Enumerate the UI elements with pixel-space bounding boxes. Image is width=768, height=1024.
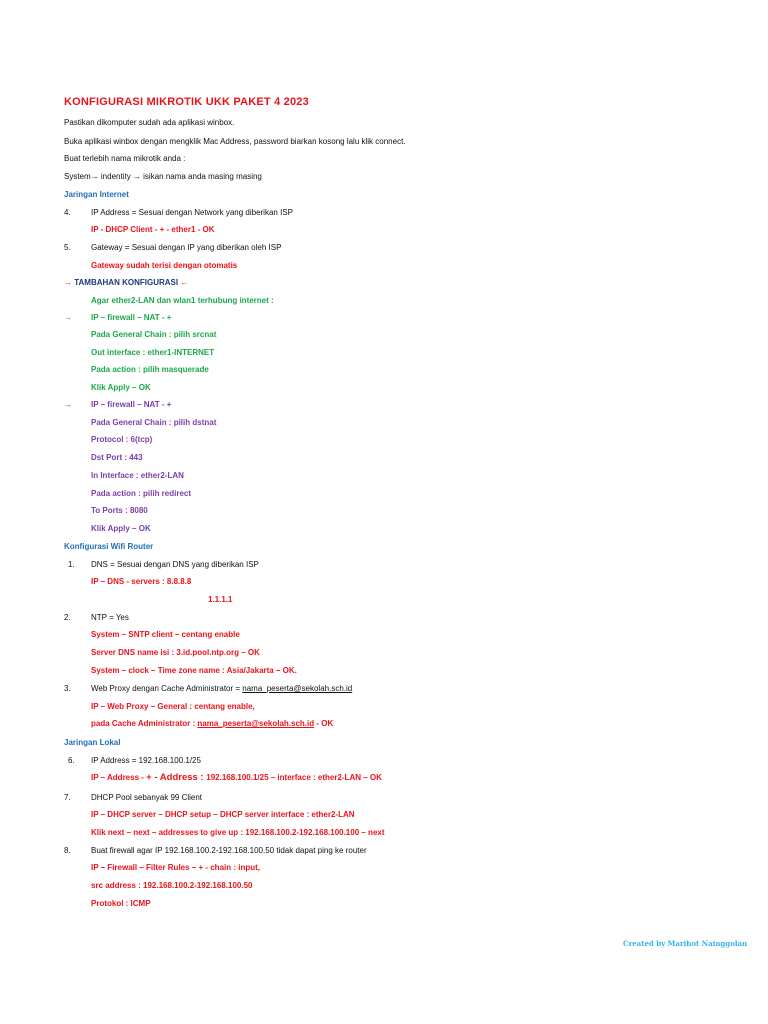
step-part: + - Address : <box>146 772 207 783</box>
step-dhcp-server: Klik next – next – addresses to give up : 192.168.100.2-192.168.100.100 – next <box>91 828 385 837</box>
nat2-step: In Interface : ether2-LAN <box>91 471 184 480</box>
list-text: Gateway = Sesuai dengan IP yang diberikan oleh ISP <box>91 243 282 252</box>
email-link[interactable]: nama_peserta@sekolah.sch.id <box>242 684 353 693</box>
step-dns-servers: IP – DNS - servers : 8.8.8.8 <box>91 577 192 586</box>
email-link[interactable]: nama_peserta@sekolah.sch.id <box>197 719 315 728</box>
arrow-right-icon: → <box>64 278 72 287</box>
list-number: 6. <box>68 756 75 765</box>
step-firewall: IP – Firewall – Filter Rules – + - chain : input, <box>91 863 261 872</box>
footer-credit: Created by Marihot Nainggolan <box>623 939 748 948</box>
nat1-step: Out interface : ether1-INTERNET <box>91 348 215 357</box>
intro-line-1: Pastikan dikomputer sudah ada aplikasi winbox. <box>64 118 235 127</box>
list-text <box>91 683 352 694</box>
step-gateway: Gateway sudah terisi dengan otomatis <box>91 261 238 270</box>
section-heading-wifi: Konfigurasi Wifi Router <box>64 542 154 551</box>
list-text: DHCP Pool sebanyak 99 Client <box>91 793 203 802</box>
tambahan-intro: Agar ether2-LAN dan wlan1 terhubung internet : <box>91 296 274 305</box>
step-part: 192.168.100.1/25 – interface : ether2-LAN – OK <box>206 773 382 782</box>
list-number: 7. <box>64 793 71 802</box>
step-firewall: Protokol : ICMP <box>91 899 151 908</box>
section-heading-internet: Jaringan Internet <box>64 190 129 199</box>
intro-line-2: Buka aplikasi winbox dengan mengklik Mac Address, password biarkan kosong lalu klik connect. <box>64 137 406 146</box>
step-ntp: System – clock – Time zone name : Asia/Jakarta – OK. <box>91 666 297 675</box>
step-dns-servers-2: 1.1.1.1 <box>208 595 233 604</box>
list-number: 3. <box>64 684 71 693</box>
arrow-right-icon: → <box>90 172 99 181</box>
list-text: IP Address = Sesuai dengan Network yang diberikan ISP <box>91 208 293 217</box>
list-text: DNS = Sesuai dengan DNS yang diberikan ISP <box>91 560 259 569</box>
list-number: 4. <box>64 208 71 217</box>
nat1-step: Pada action : pilih masquerade <box>91 365 209 374</box>
nat2-step: Pada action : pilih redirect <box>91 489 192 498</box>
nat2-step: IP – firewall – NAT - + <box>91 400 172 409</box>
page-title: KONFIGURASI MIKROTIK UKK PAKET 4 2023 <box>64 96 309 108</box>
step-ip-address <box>91 772 382 783</box>
identity-part-system: System <box>64 172 91 181</box>
nat2-step: To Ports : 8080 <box>91 506 148 515</box>
list-number: 1. <box>68 560 75 569</box>
nat2-step: Dst Port : 443 <box>91 453 143 462</box>
identity-part-name: isikan nama anda masing masing <box>140 172 262 181</box>
web-proxy-text: Web Proxy dengan Cache Administrator = <box>91 684 243 693</box>
cache-admin-label: pada Cache Administrator : <box>91 719 198 728</box>
list-number: 8. <box>64 846 71 855</box>
cache-admin-ok: - OK <box>314 719 334 728</box>
step-ntp: System – SNTP client – centang enable <box>91 630 240 639</box>
section-heading-lokal: Jaringan Lokal <box>64 738 121 747</box>
tambahan-heading-text: TAMBAHAN KONFIGURASI <box>74 278 179 287</box>
list-text: NTP = Yes <box>91 613 129 622</box>
intro-line-3: Buat terlebih nama mikrotik anda : <box>64 154 186 163</box>
identity-part-identity: indentity <box>98 172 133 181</box>
list-number: 2. <box>64 613 71 622</box>
nat2-step: Pada General Chain : pilih dstnat <box>91 418 217 427</box>
nat1-step: Klik Apply – OK <box>91 383 151 392</box>
section-heading-tambahan <box>64 277 188 288</box>
step-web-proxy: IP – Web Proxy – General : centang enable, <box>91 702 255 711</box>
step-part: IP – Address - <box>91 773 147 782</box>
nat2-step: Klik Apply – OK <box>91 524 151 533</box>
step-dhcp-server: IP – DHCP server – DHCP setup – DHCP server interface : ether2-LAN <box>91 810 355 819</box>
nat1-step: IP – firewall – NAT - + <box>91 313 172 322</box>
step-ntp: Server DNS name isi : 3.id.pool.ntp.org – OK <box>91 648 260 657</box>
step-dhcp-client: IP - DHCP Client - + - ether1 - OK <box>91 225 215 234</box>
identity-line <box>64 171 262 182</box>
list-text: IP Address = 192.168.100.1/25 <box>91 756 201 765</box>
arrow-left-icon: ← <box>180 278 189 287</box>
step-firewall: src address : 192.168.100.2-192.168.100.50 <box>91 881 253 890</box>
arrow-right-icon: → <box>64 400 72 409</box>
arrow-right-icon: → <box>64 313 72 322</box>
nat1-step: Pada General Chain : pilih srcnat <box>91 330 217 339</box>
arrow-right-icon: → <box>132 172 141 181</box>
list-text: Buat firewall agar IP 192.168.100.2-192.168.100.50 tidak dapat ping ke router <box>91 846 367 855</box>
list-number: 5. <box>64 243 71 252</box>
step-cache-admin <box>91 718 333 729</box>
nat2-step: Protocol : 6(tcp) <box>91 435 153 444</box>
